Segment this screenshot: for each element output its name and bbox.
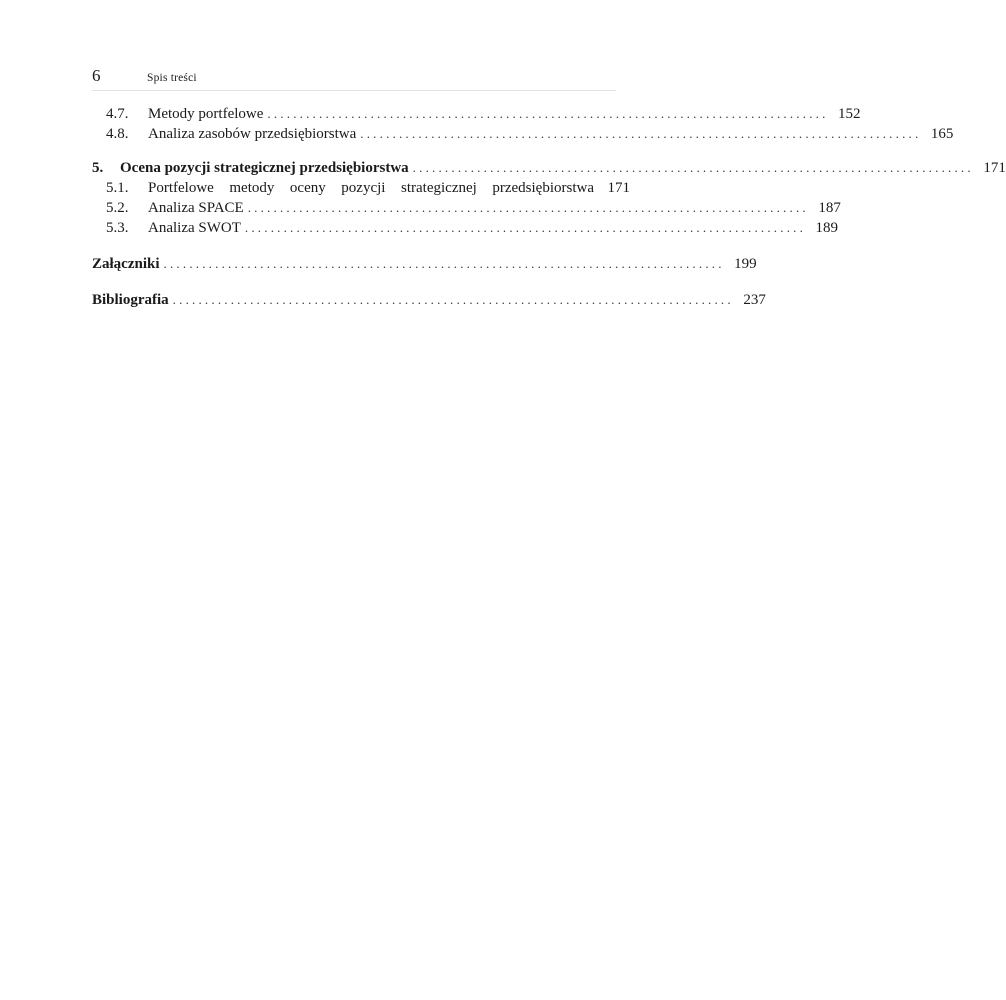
page-ref: 152 (838, 106, 861, 122)
toc-chapter-5[interactable] (92, 158, 1006, 178)
toc-entry-5-1[interactable] (92, 178, 630, 198)
spacer (92, 274, 630, 290)
section-title: Metody portfelowe (148, 106, 264, 122)
dot-leader: ....................................................................................... (172, 292, 734, 307)
section-title: Analiza SWOT (148, 220, 241, 236)
toc-entry-bibliografia[interactable] (92, 290, 766, 310)
header-rule (92, 90, 616, 91)
chapter-title: Ocena pozycji strategicznej przedsiębiorstwa (120, 160, 409, 176)
section-number: 4.7. (106, 106, 129, 122)
section-title: Analiza zasobów przedsiębiorstwa (148, 126, 357, 142)
section-title: Załączniki (92, 256, 160, 272)
section-title: Bibliografia (92, 292, 169, 308)
running-head (92, 66, 622, 90)
section-number: 5.2. (106, 200, 129, 216)
toc-entry-5-3[interactable] (92, 218, 839, 238)
dot-leader: ....................................................................................... (360, 126, 922, 141)
toc-entry-5-2[interactable] (92, 198, 841, 218)
page-ref: 189 (815, 220, 839, 236)
section-number: 5.1. (106, 180, 129, 196)
toc-entry-4-7[interactable] (92, 104, 861, 124)
spacer (92, 238, 630, 254)
page-ref: 171 (607, 180, 630, 196)
dot-leader: ....................................................................................... (247, 200, 809, 215)
page-ref: 187 (818, 200, 841, 216)
table-of-contents (92, 104, 1006, 310)
section-number: 4.8. (106, 126, 129, 142)
dot-leader: ....................................................................................... (267, 106, 829, 121)
section-title: Portfelowe metody oceny pozycji strategicznej przedsiębiorstwa (148, 180, 594, 196)
dot-leader: ....................................................................................... (163, 256, 725, 271)
page-number: 6 (92, 66, 101, 85)
running-title: Spis treści (147, 72, 197, 84)
spacer (92, 144, 630, 158)
toc-entry-4-8[interactable] (92, 124, 954, 144)
page-ref: 237 (743, 292, 766, 308)
toc-entry-zalaczniki[interactable] (92, 254, 757, 274)
page-ref: 199 (734, 256, 757, 272)
section-number: 5.3. (106, 220, 129, 236)
page-ref: 165 (930, 126, 954, 142)
chapter-number: 5. (92, 160, 104, 176)
dot-leader: ....................................................................................... (412, 160, 974, 175)
section-title: Analiza SPACE (148, 200, 244, 216)
dot-leader: ....................................................................................... (244, 220, 807, 235)
page-ref: 171 (983, 160, 1006, 176)
